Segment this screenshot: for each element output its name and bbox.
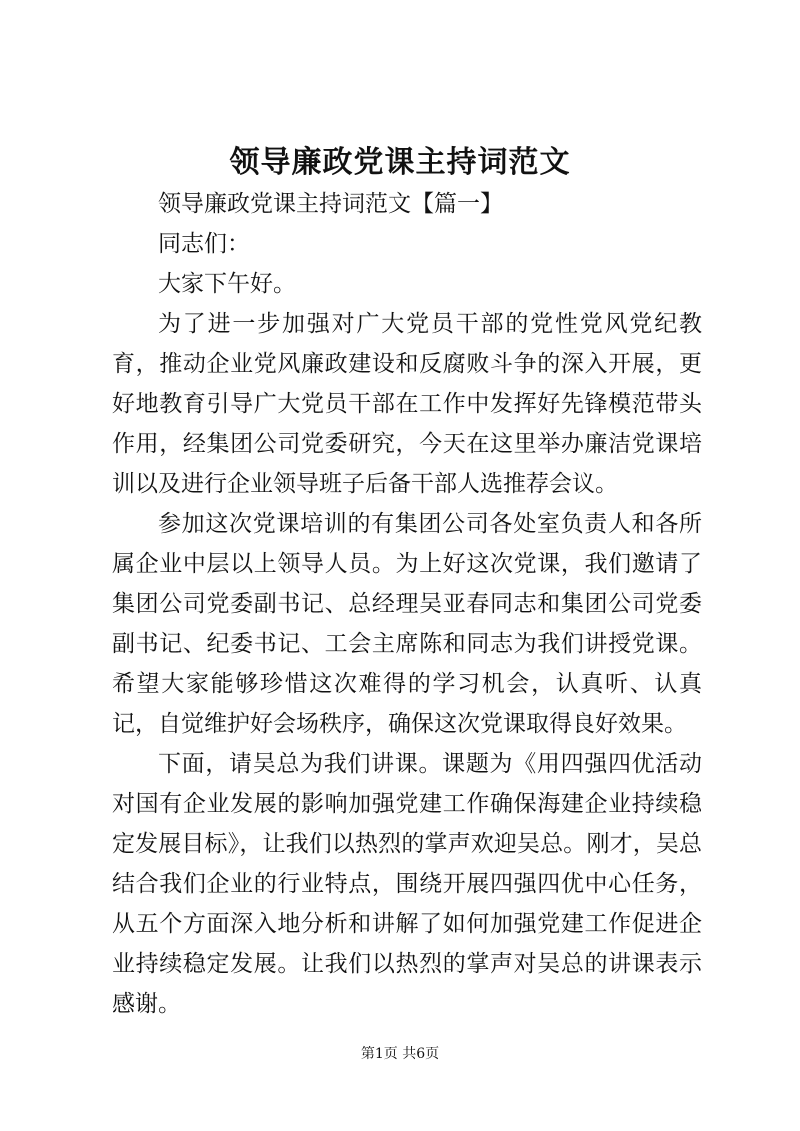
- paragraph-participants: 参加这次党课培训的有集团公司各处室负责人和各所属企业中层以上领导人员。为上好这次党课，我们邀请了集团公司党委副书记、总经理吴亚春同志和集团公司党委副书记、纪委书记、工会主席陈和同志为我们讲授党课。希望大家能够珍惜这次难得的学习机会，认真听、认真记，自觉维护好会场秩序，确保这次党课取得良好效果。: [112, 511, 702, 737]
- paragraph-lecture: 下面，请吴总为我们讲课。课题为《用四强四优活动对国有企业发展的影响加强党建工作确保海建企业持续稳定发展目标》，让我们以热烈的掌声欢迎吴总。刚才，吴总结合我们企业的行业特点，围绕开展四强四优中心任务，从五个方面深入地分析和讲解了如何加强党建工作促进企业持续稳定发展。让我们以热烈的掌声对吴总的讲课表示感谢。: [112, 751, 702, 1017]
- paragraph-purpose: 为了进一步加强对广大党员干部的党性党风党纪教育，推动企业党风廉政建设和反腐败斗争的深入开展，更好地教育引导广大党员干部在工作中发挥好先锋模范带头作用，经集团公司党委研究，今天在这里举办廉洁党课培训以及进行企业领导班子后备干部人选推荐会议。: [112, 311, 702, 497]
- document-body: [112, 184, 702, 1024]
- document-title: 领导廉政党课主持词范文: [229, 145, 571, 180]
- paragraph-salutation: 同志们：: [158, 231, 250, 257]
- paragraph-heading: 领导廉政党课主持词范文【篇一】: [158, 191, 503, 217]
- page-number: 第1页 共6页: [360, 1046, 440, 1062]
- paragraph-greeting: 大家下午好。: [158, 271, 296, 297]
